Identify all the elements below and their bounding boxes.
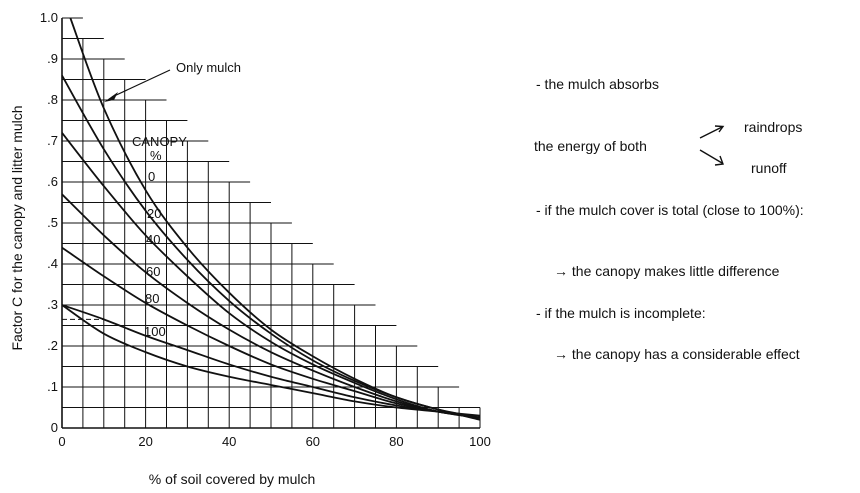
notes-panel — [532, 0, 857, 493]
x-tick-label: 60 — [305, 434, 321, 449]
y-tick-label: .1 — [47, 379, 58, 394]
note-runoff: runoff — [751, 160, 787, 176]
canopy-unit: % — [150, 148, 162, 163]
x-tick-label: 100 — [469, 434, 491, 449]
canopy-title: CANOPY — [132, 134, 187, 149]
canopy-label-80: 80 — [145, 291, 160, 306]
arrow-up-icon — [698, 122, 728, 142]
y-tick-label: 0 — [50, 420, 58, 435]
y-axis-label: Factor C for the canopy and litter mulch — [9, 105, 25, 351]
y-tick-label: 1.0 — [39, 10, 58, 25]
x-axis-label: % of soil covered by mulch — [148, 471, 316, 487]
canopy-label-20: 20 — [147, 206, 162, 221]
canopy-label-60: 60 — [146, 264, 161, 279]
x-tick-label: 40 — [221, 434, 237, 449]
canopy-label-0: 0 — [148, 169, 156, 184]
y-tick-label: .3 — [47, 297, 58, 312]
note-raindrops: raindrops — [744, 119, 803, 135]
only-mulch-label: Only mulch — [176, 60, 242, 75]
note-energy: the energy of both — [534, 138, 647, 154]
note-incomplete: - if the mulch is incomplete: — [536, 305, 706, 321]
note-little-difference: → the canopy makes little difference — [554, 263, 780, 279]
y-tick-label: .7 — [47, 133, 58, 148]
y-tick-label: .9 — [47, 51, 58, 66]
y-tick-label: .4 — [47, 256, 58, 271]
arrow-down-icon — [698, 147, 728, 169]
x-tick-label: 20 — [138, 434, 153, 449]
y-tick-label: .5 — [47, 215, 58, 230]
canopy-label-40: 40 — [146, 232, 161, 247]
canopy-label-100: 100 — [144, 324, 166, 339]
y-tick-label: .6 — [47, 174, 58, 189]
x-tick-label: 80 — [389, 434, 404, 449]
y-tick-label: .2 — [47, 338, 58, 353]
only-mulch-pointer — [112, 70, 170, 97]
note-mulch-absorbs: - the mulch absorbs — [536, 76, 659, 92]
staircase-grid — [62, 18, 480, 428]
note-total-cover: - if the mulch cover is total (close to 100%): — [536, 202, 804, 218]
note-considerable-effect: → the canopy has a considerable effect — [554, 346, 800, 362]
x-tick-label: 0 — [58, 434, 66, 449]
y-tick-label: .8 — [47, 92, 58, 107]
